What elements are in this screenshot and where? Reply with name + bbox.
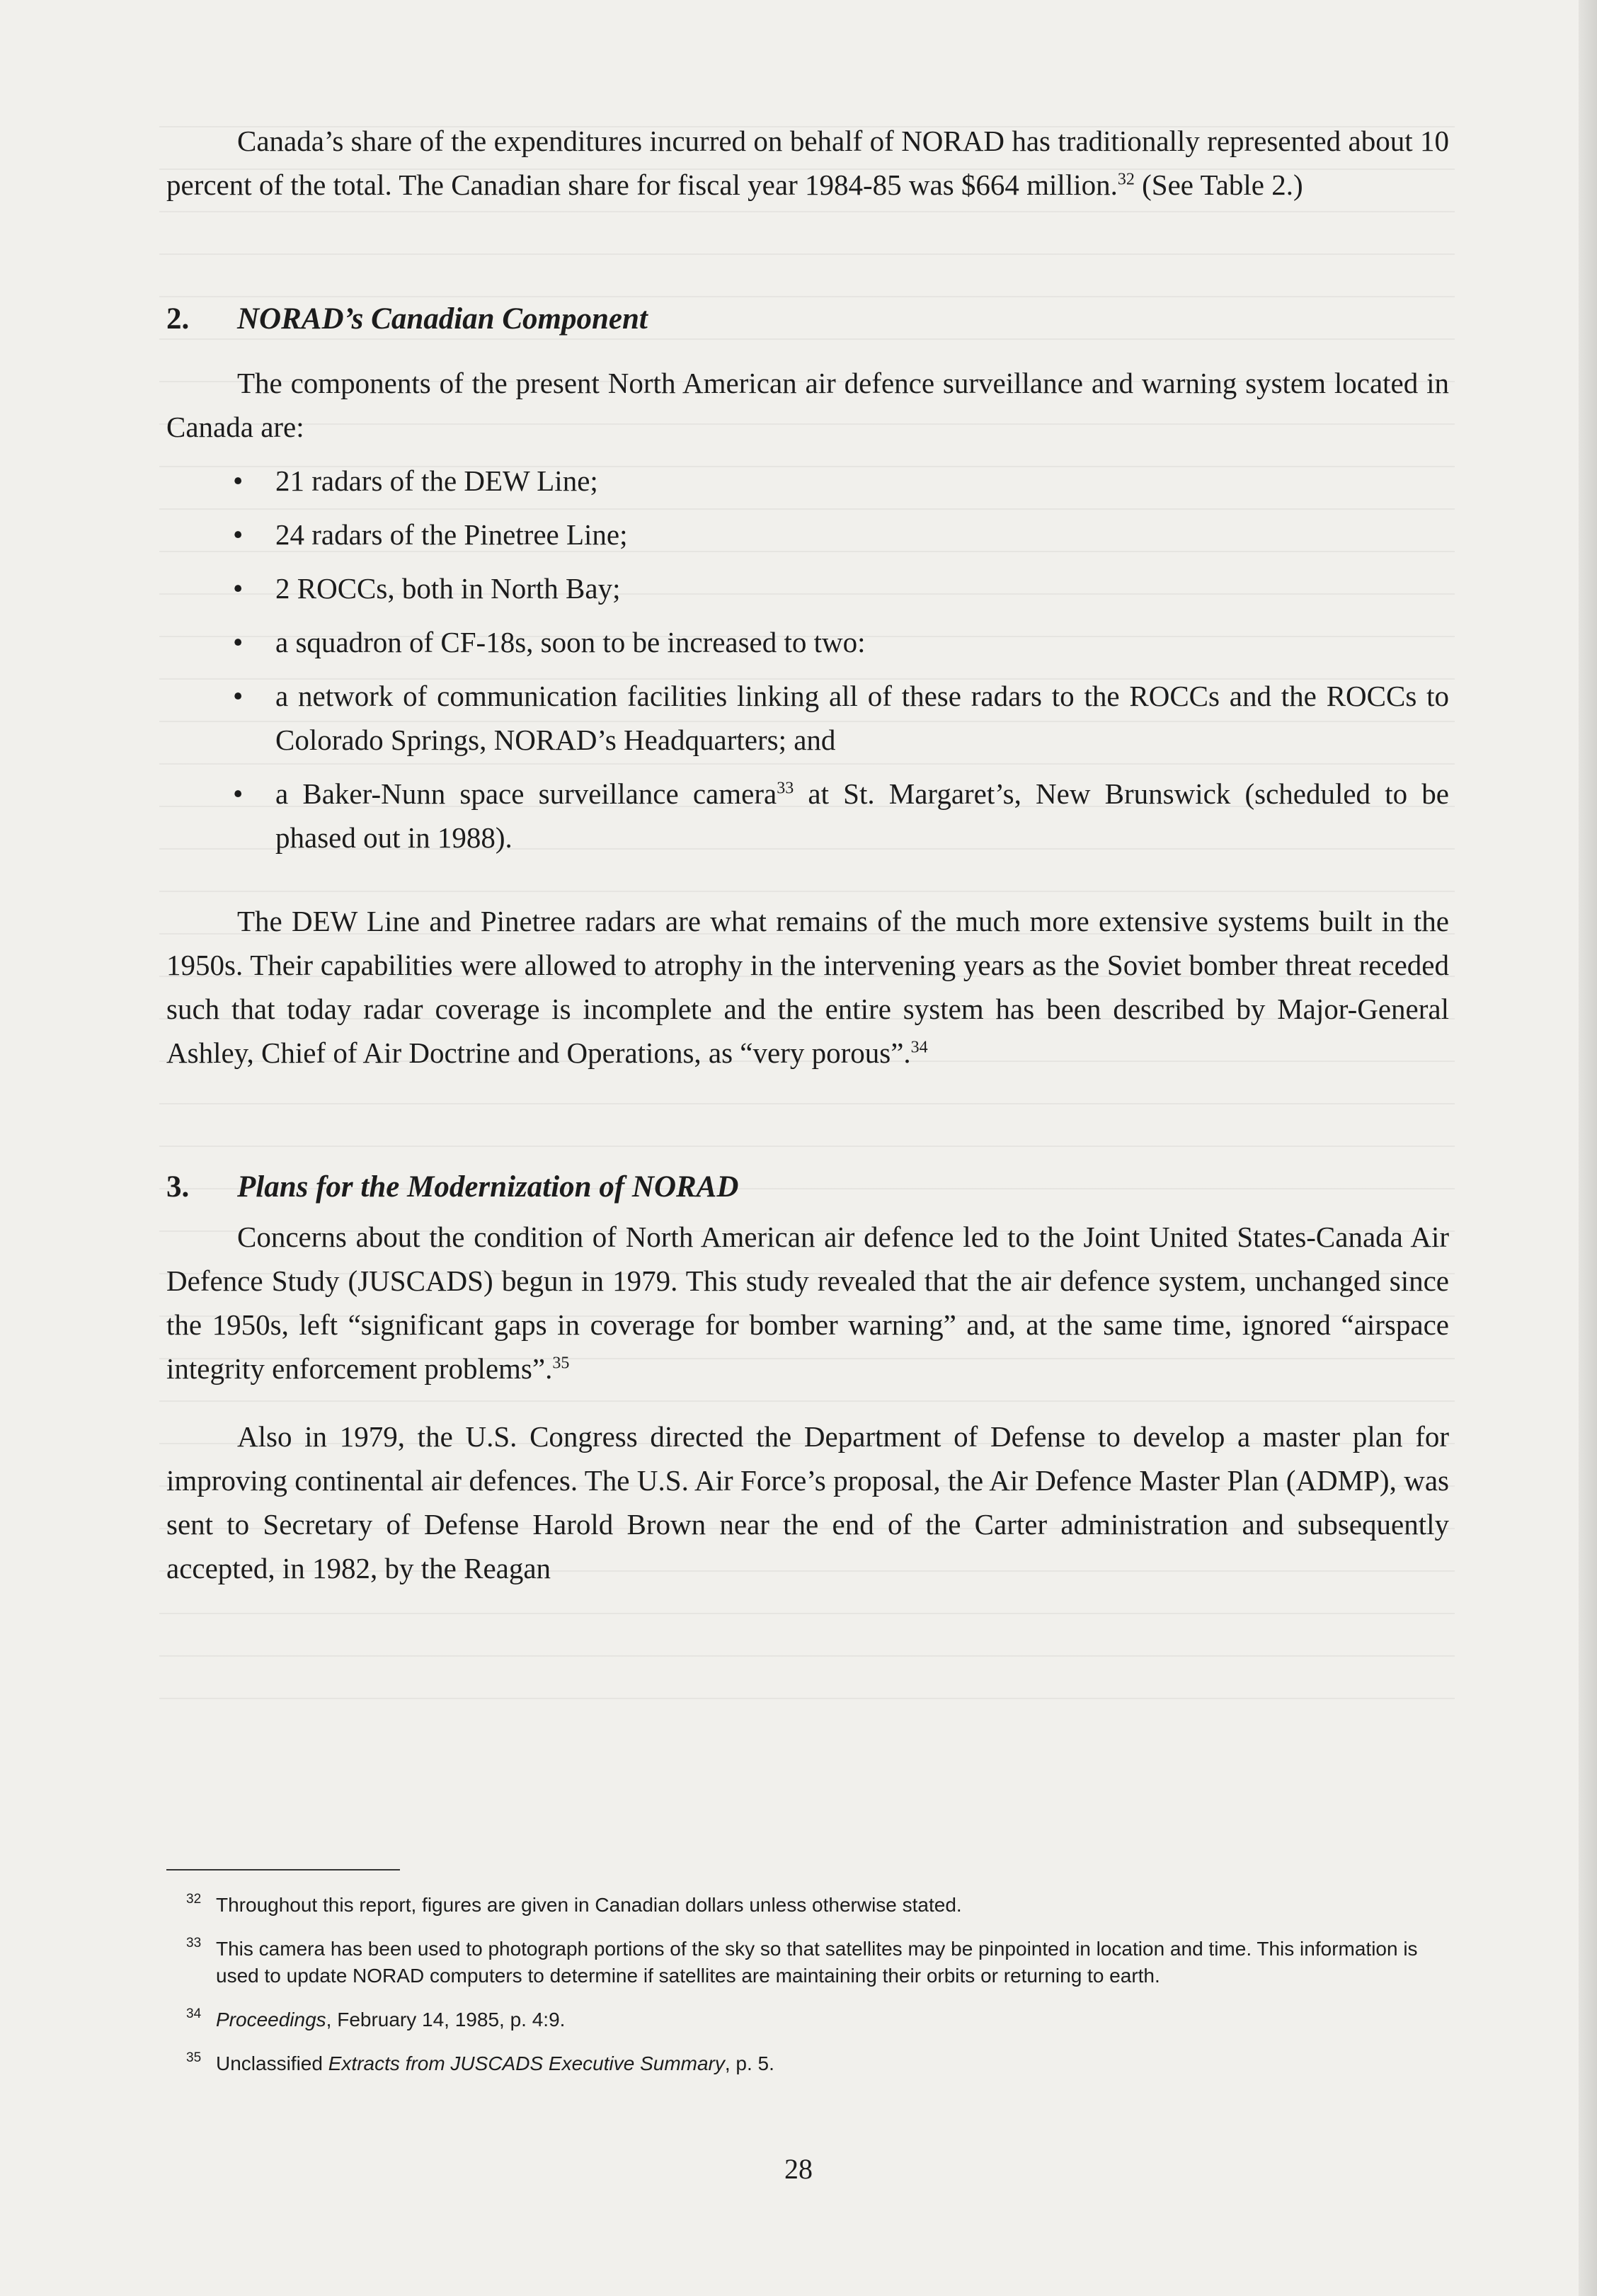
bullet-icon: •: [233, 518, 244, 551]
list-item: • 21 radars of the DEW Line;: [233, 459, 1449, 503]
bullet-icon: •: [233, 464, 244, 497]
bullet-icon: •: [233, 777, 244, 810]
page-edge: [1579, 0, 1597, 2296]
footnote-33: 33 This camera has been used to photograph portions of the sky so that satellites may be pinpointed in location and time. This information is used to update NORAD computers to determine if satellites are maintaining their orbits or returning to earth.: [186, 1936, 1418, 1987]
footnote-34: 34 Proceedings, February 14, 1985, p. 4:9.: [186, 2006, 566, 2031]
list-item: • a Baker-Nunn space surveillance camera$^{33}$ at St. Margaret’s, New Brunswick (scheduled to be phased out in 1988).: [233, 772, 1449, 859]
component-list: [166, 459, 1449, 859]
footnote-divider: [166, 1869, 400, 1871]
section-heading-modernization: 3. Plans for the Modernization of NORAD: [166, 1170, 739, 1204]
body-text: [166, 119, 1449, 1590]
footnote-ref-35[interactable]: 35: [552, 1354, 570, 1373]
paragraph-dew-pinetree: The DEW Line and Pinetree radars are what remains of the much more extensive systems built in the 1950s. Their capabilities were allowed to atrophy in the intervening years as the Soviet bomber threat receded such that today radar coverage is incomplete and the entire system has been described by Major-General Ashley, Chief of Air Doctrine and Operations, as “very porous”.$^{34}$: [166, 905, 1449, 1069]
list-item: • a network of communication facilities linking all of these radars to the ROCCs and the ROCCs to Colorado Springs, NORAD’s Headquarters; and: [233, 674, 1449, 762]
section-heading-canadian-component: 2. NORAD’s Canadian Component: [166, 302, 648, 336]
bullet-icon: •: [233, 626, 244, 658]
bullet-icon: •: [233, 572, 244, 605]
paragraph-admp: Also in 1979, the U.S. Congress directed the Department of Defense to develop a master plan for improving continental air defences. The U.S. Air Force’s proposal, the Air Defence Master Plan (ADMP), was sent to Secretary of Defense Harold Brown near the end of the Carter administration and subsequently accepted, in 1982, by the Reagan: [166, 1420, 1449, 1584]
footnotes: [166, 1892, 1449, 2094]
page-number: 28: [784, 2153, 813, 2185]
paragraph-juscads: Concerns about the condition of North American air defence led to the Joint United States-Canada Air Defence Study (JUSCADS) begun in 1979. This study revealed that the air defence system, unchanged since the 1950s, left “significant gaps in coverage for bomber warning” and, at the same time, ignored “airspace integrity enforcement problems”.$^{35}$: [166, 1221, 1449, 1385]
footnote-32: 32 Throughout this report, figures are given in Canadian dollars unless otherwise stated.: [186, 1892, 962, 1916]
footnote-ref-33[interactable]: 33: [777, 779, 794, 798]
list-item: • 2 ROCCs, both in North Bay;: [233, 566, 1449, 610]
section2-intro: The components of the present North American air defence surveillance and warning system located in Canada are:: [166, 367, 1449, 443]
bullet-icon: •: [233, 680, 244, 712]
footnote-ref-32[interactable]: 32: [1117, 170, 1135, 189]
list-item: • a squadron of CF-18s, soon to be increased to two:: [233, 620, 1449, 664]
paragraph-norad-share: Canada’s share of the expenditures incurred on behalf of NORAD has traditionally represented about 10 percent of the total. The Canadian share for fiscal year 1984-85 was $664 million.$^{32}$ (See Table 2.): [166, 125, 1449, 201]
footnote-ref-34[interactable]: 34: [910, 1038, 928, 1057]
list-item: • 24 radars of the Pinetree Line;: [233, 513, 1449, 556]
footnote-35: 35 Unclassified Extracts from JUSCADS Executive Summary, p. 5.: [186, 2050, 774, 2074]
